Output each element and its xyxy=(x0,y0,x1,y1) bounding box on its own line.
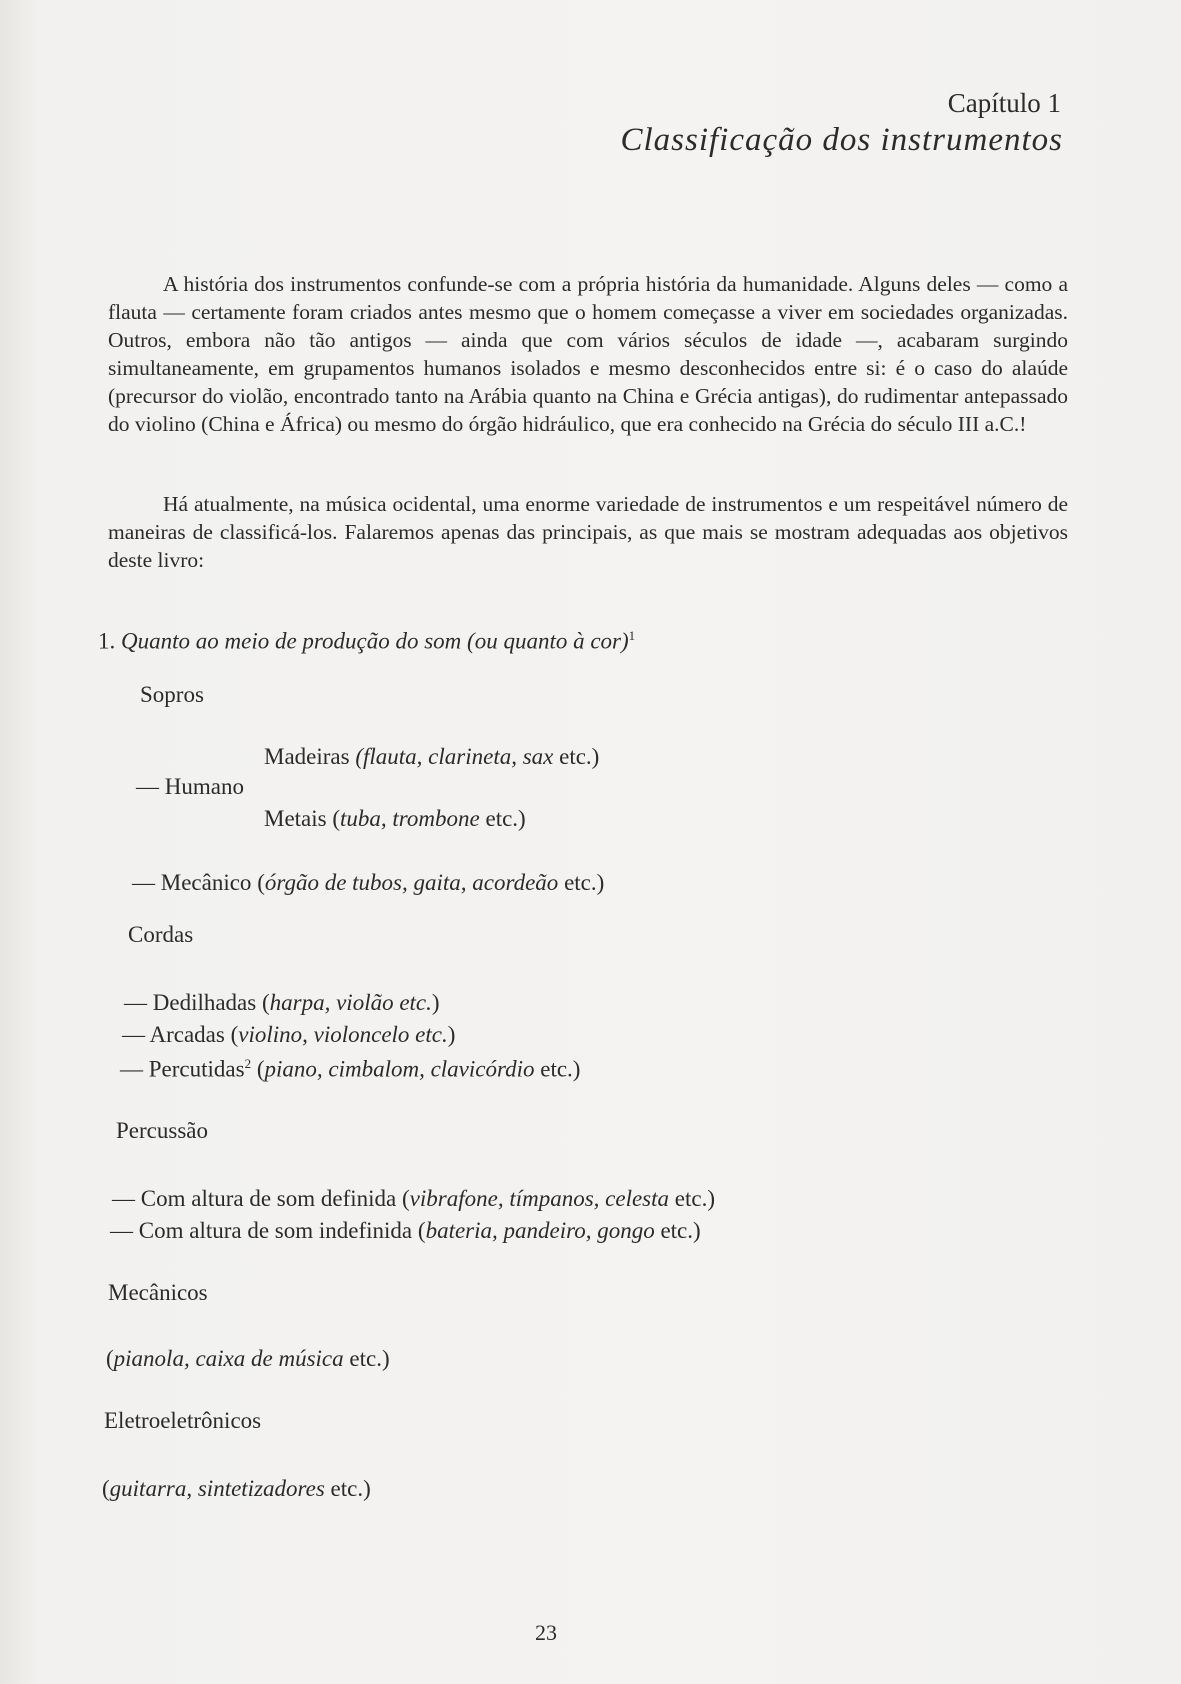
item-arcadas xyxy=(122,1022,455,1048)
item-label: Madeiras xyxy=(264,744,350,769)
open-paren: ( xyxy=(355,744,363,769)
open-paren: ( xyxy=(417,1218,426,1243)
list-heading-text: Quanto ao meio de produção do som xyxy=(121,628,462,654)
examples-text: pianola, caixa de música xyxy=(113,1346,344,1371)
open-paren: ( xyxy=(257,870,265,895)
paragraph-2: Há atualmente, na música ocidental, uma enorme variedade de instrumentos e um respeitável número de maneiras de classificá-los. Falaremos apenas das principais, as que mais se mostram adequadas aos objetivos deste livro: xyxy=(108,492,1068,572)
open-paren: ( xyxy=(261,990,270,1015)
item-dedilhadas xyxy=(124,990,440,1016)
category-eletroeletronicos: Eletroeletrônicos xyxy=(104,1408,262,1433)
open-paren: ( xyxy=(332,806,341,831)
item-label: Metais xyxy=(264,806,327,831)
etc-text: etc.) xyxy=(660,1218,701,1243)
chapter-label: Capítulo 1 xyxy=(947,88,1061,118)
close-paren: ) xyxy=(431,990,440,1015)
item-mecanicos-examples xyxy=(106,1346,390,1372)
footnote-ref-1: 1 xyxy=(628,628,636,643)
item-label: — Dedilhadas xyxy=(124,990,257,1015)
examples-text: guitarra, sintetizadores xyxy=(109,1476,325,1501)
examples-text: tuba, trombone xyxy=(340,806,480,831)
open-paren: ( xyxy=(102,1476,110,1501)
item-label: — Mecânico xyxy=(132,870,252,895)
etc-text: etc.) xyxy=(564,870,605,895)
open-paren: ( xyxy=(106,1346,114,1371)
category-percussao: Percussão xyxy=(116,1118,208,1143)
paragraph-1: A história dos instrumentos confunde-se com a própria história da humanidade. Alguns deles — como a flauta — certamente foram criados antes mesmo que o homem começasse a viver em sociedades organizadas. Outros, embora não tão antigos — ainda que com vários séculos de idade —, acabaram surgindo simultaneamente, em grupamentos humanos isolados e mesmo desconhecidos entre si: é o caso do alaúde (precursor do violão, encontrado tanto na Arábia quanto na China e Grécia antigas), do rudimentar antepassado do violino (China e África) ou mesmo do órgão hidráulico, que era conhecido na Grécia do século III a.C.! xyxy=(108,272,1068,436)
examples-text: bateria, pandeiro, gongo xyxy=(425,1218,655,1243)
etc-text: etc.) xyxy=(559,744,600,769)
open-paren: ( xyxy=(402,1186,410,1211)
chapter-title: Classificação dos instrumentos xyxy=(620,122,1063,158)
examples-text: piano, cimbalom, clavicórdio xyxy=(264,1056,535,1082)
examples-text: vibrafone, tímpanos, celesta xyxy=(409,1186,670,1211)
item-label: — Com altura de som definida xyxy=(112,1186,397,1211)
etc-text: etc.) xyxy=(485,806,526,831)
etc-text: etc.) xyxy=(540,1056,581,1082)
list-heading-aside: (ou quanto à cor) xyxy=(467,628,629,654)
item-altura-indefinida xyxy=(110,1218,701,1244)
etc-text: etc.) xyxy=(674,1186,715,1211)
footnote-ref-2: 2 xyxy=(244,1056,252,1071)
open-paren: ( xyxy=(230,1022,239,1047)
examples-text: flauta, clarineta, sax xyxy=(363,744,554,769)
page-number: 23 xyxy=(535,1620,557,1645)
item-label: — Arcadas xyxy=(122,1022,225,1047)
item-metais xyxy=(264,806,526,832)
list-heading xyxy=(98,628,635,655)
item-humano: — Humano xyxy=(136,774,244,799)
category-sopros: Sopros xyxy=(140,682,204,707)
examples-text: harpa, violão etc. xyxy=(269,990,432,1015)
etc-text: etc.) xyxy=(330,1476,371,1501)
etc-text: etc.) xyxy=(349,1346,390,1371)
item-altura-definida xyxy=(112,1186,715,1212)
item-madeiras xyxy=(264,744,599,770)
category-mecanicos: Mecânicos xyxy=(108,1280,208,1305)
examples-text: órgão de tubos, gaita, acordeão xyxy=(264,870,559,895)
list-number: 1. xyxy=(98,628,116,654)
item-examples xyxy=(355,744,553,769)
item-mecanico xyxy=(132,870,604,896)
category-cordas: Cordas xyxy=(128,922,194,947)
close-paren: ) xyxy=(447,1022,456,1047)
item-label: — Percutidas xyxy=(120,1056,245,1082)
item-label: — Com altura de som indefinida xyxy=(110,1218,413,1243)
examples-text: violino, violoncelo etc. xyxy=(238,1022,448,1047)
item-percutidas xyxy=(120,1056,580,1083)
item-eletro-examples xyxy=(102,1476,371,1502)
open-paren: ( xyxy=(256,1056,265,1082)
